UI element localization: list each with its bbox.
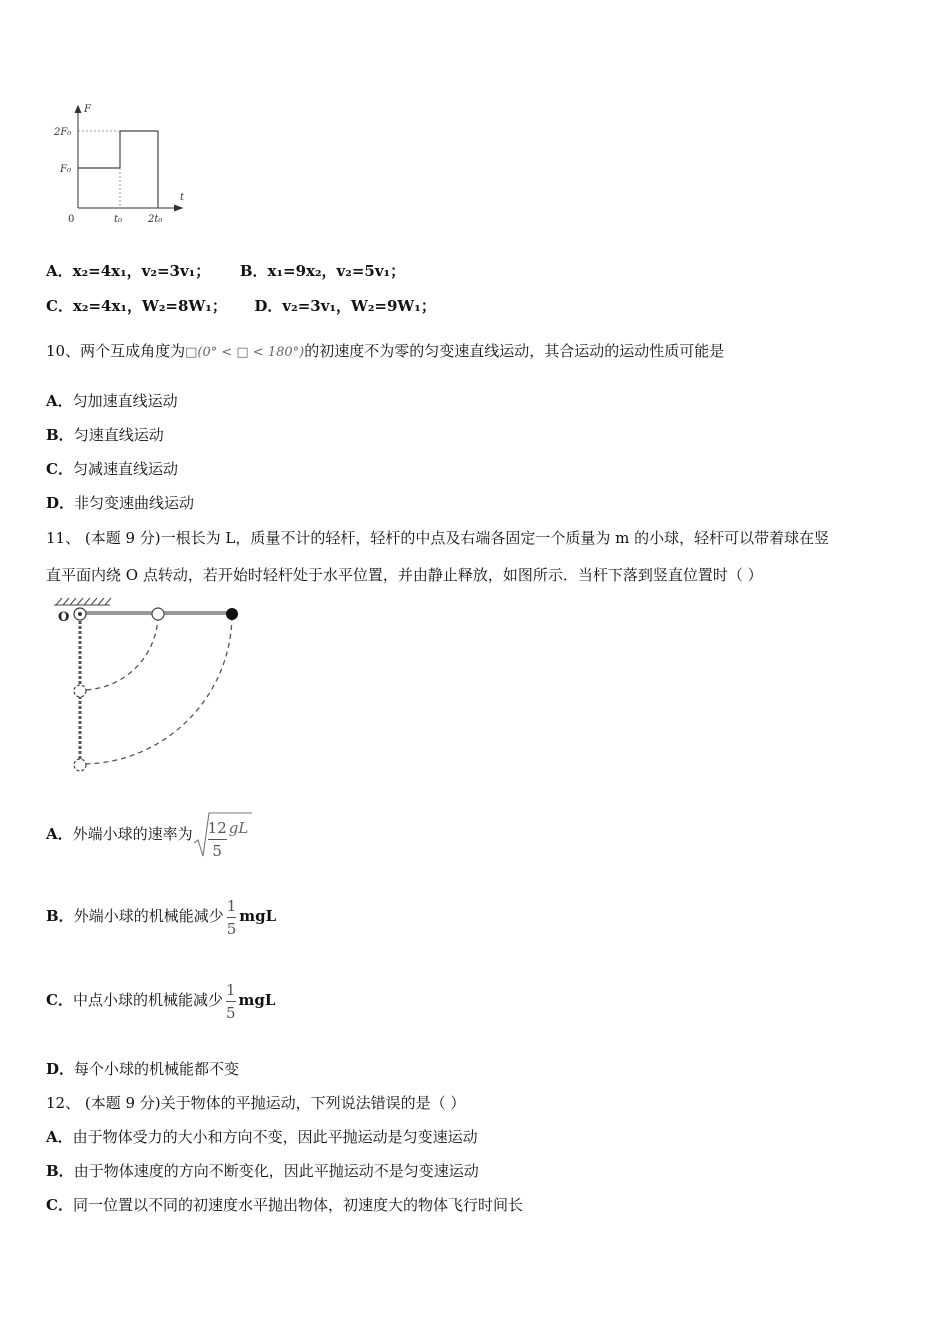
- q11-option-b-label: B．: [46, 907, 74, 925]
- q10-option-c: [46, 459, 178, 479]
- q11-option-a-text: 外端小球的速率为: [72, 825, 193, 843]
- q11-option-b-text: 外端小球的机械能减少: [73, 907, 224, 925]
- q11-option-b-numerator: 1: [226, 896, 237, 915]
- axis-y-label: F: [84, 104, 91, 115]
- q9-option-c-label: C．: [46, 297, 73, 315]
- q10-option-c-label: C．: [46, 460, 73, 478]
- sqrt-numerator: 12: [207, 818, 227, 837]
- q11-option-b-tail: mgL: [239, 907, 277, 925]
- q9-option-a-label: A．: [46, 262, 73, 280]
- q11-option-b-fraction: [227, 897, 237, 938]
- q10-option-a-label: A．: [46, 392, 73, 410]
- q12-stem: 12、 (本题 9 分)关于物体的平抛运动，下列说法错误的是（ ）: [46, 1094, 466, 1112]
- q10-option-a: [46, 391, 178, 411]
- q12-option-b: [46, 1161, 479, 1181]
- q9-option-c-text: x₂=4x₁，W₂=8W₁；: [72, 297, 227, 315]
- mid-ball-start: [152, 608, 164, 620]
- q11-stem-line1: 11、 (本题 9 分)一根长为 L，质量不计的轻杆，轻杆的中点及右端各固定一个质量为 m 的小球，轻杆可以带着球在竖: [46, 529, 830, 547]
- q12-option-a: [46, 1127, 478, 1147]
- q11-option-d-label: D．: [46, 1060, 75, 1078]
- x-arrow: [174, 205, 182, 211]
- end-ball-end: [74, 759, 86, 771]
- q10-stem: [46, 341, 724, 363]
- q9-option-d-label: D．: [254, 297, 283, 315]
- sqrt-expression: [193, 810, 249, 860]
- q10-option-d: [46, 493, 194, 513]
- tick-t0: t₀: [114, 214, 123, 225]
- q11-option-b: [46, 892, 276, 940]
- tick-f0: F₀: [60, 164, 71, 175]
- q10-option-c-text: 匀减速直线运动: [72, 460, 178, 478]
- q9-options-row2: [46, 296, 436, 316]
- tick-2t0: 2t₀: [148, 214, 163, 225]
- q11-option-c: [46, 976, 275, 1024]
- pivot-label: O: [58, 610, 70, 625]
- force-time-graph: [52, 100, 192, 225]
- q12-option-b-text: 由于物体速度的方向不断变化，因此平抛运动不是匀变速运动: [73, 1162, 479, 1180]
- q12-option-a-label: A．: [46, 1128, 73, 1146]
- q12-option-c-label: C．: [46, 1196, 73, 1214]
- q11-option-c-fraction: [226, 981, 236, 1022]
- end-ball-arc: [82, 616, 232, 764]
- q11-option-b-denominator: 5: [226, 919, 237, 938]
- rod-rotation-figure: [46, 596, 256, 781]
- q9-option-a-text: x₂=4x₁，v₂=3v₁；: [72, 262, 211, 280]
- q11-option-a-label: A．: [46, 825, 73, 843]
- sqrt-tail: gL: [228, 819, 249, 837]
- q10-option-d-label: D．: [46, 494, 75, 512]
- sqrt-denominator: 5: [212, 841, 222, 860]
- sqrt-fraction: [208, 819, 227, 860]
- q11-option-d: [46, 1059, 239, 1079]
- q12-option-c-text: 同一位置以不同的初速度水平抛出物体，初速度大的物体飞行时间长: [72, 1196, 523, 1214]
- q10-option-d-text: 非匀变速曲线运动: [74, 494, 195, 512]
- end-ball-start: [226, 608, 238, 620]
- q12-option-a-text: 由于物体受力的大小和方向不变，因此平抛运动是匀变速运动: [72, 1128, 478, 1146]
- q10-option-b: [46, 425, 164, 445]
- axis-x-label: t: [180, 192, 185, 203]
- q12-option-c: [46, 1195, 523, 1215]
- q10-stem-pre: 10、两个互成角度为: [46, 342, 186, 360]
- q10-option-b-text: 匀速直线运动: [73, 426, 164, 444]
- tick-origin: 0: [68, 214, 75, 225]
- q9-options-row1: [46, 261, 405, 281]
- q10-option-a-text: 匀加速直线运动: [72, 392, 178, 410]
- q12-option-b-label: B．: [46, 1162, 74, 1180]
- q10-option-b-label: B．: [46, 426, 74, 444]
- q11-option-c-numerator: 1: [225, 980, 236, 999]
- q11-option-c-text: 中点小球的机械能减少: [72, 991, 223, 1009]
- q11-option-c-denominator: 5: [225, 1003, 236, 1022]
- q9-option-b-label: B．: [239, 262, 268, 280]
- q11-option-a: [46, 808, 249, 860]
- tick-2f0: 2F₀: [54, 127, 72, 138]
- q11-stem-line2: 直平面内绕 O 点转动，若开始时轻杆处于水平位置，并由静止释放，如图所示．当杆下落到竖直位置时（ ）: [46, 566, 763, 584]
- q11-option-d-text: 每个小球的机械能都不变: [74, 1060, 240, 1078]
- mid-ball-arc: [82, 616, 158, 690]
- q11-option-c-tail: mgL: [238, 991, 276, 1009]
- q9-option-b-text: x₁=9x₂，v₂=5v₁；: [267, 262, 406, 280]
- q9-option-d-text: v₂=3v₁，W₂=9W₁；: [282, 297, 436, 315]
- mid-ball-end: [74, 685, 86, 697]
- q10-stem-post: 的初速度不为零的匀变速直线运动，其合运动的运动性质可能是: [304, 342, 725, 360]
- y-arrow: [75, 106, 81, 113]
- q11-option-c-label: C．: [46, 991, 73, 1009]
- q10-angle-formula: □(0° < □ < 180°): [185, 345, 305, 360]
